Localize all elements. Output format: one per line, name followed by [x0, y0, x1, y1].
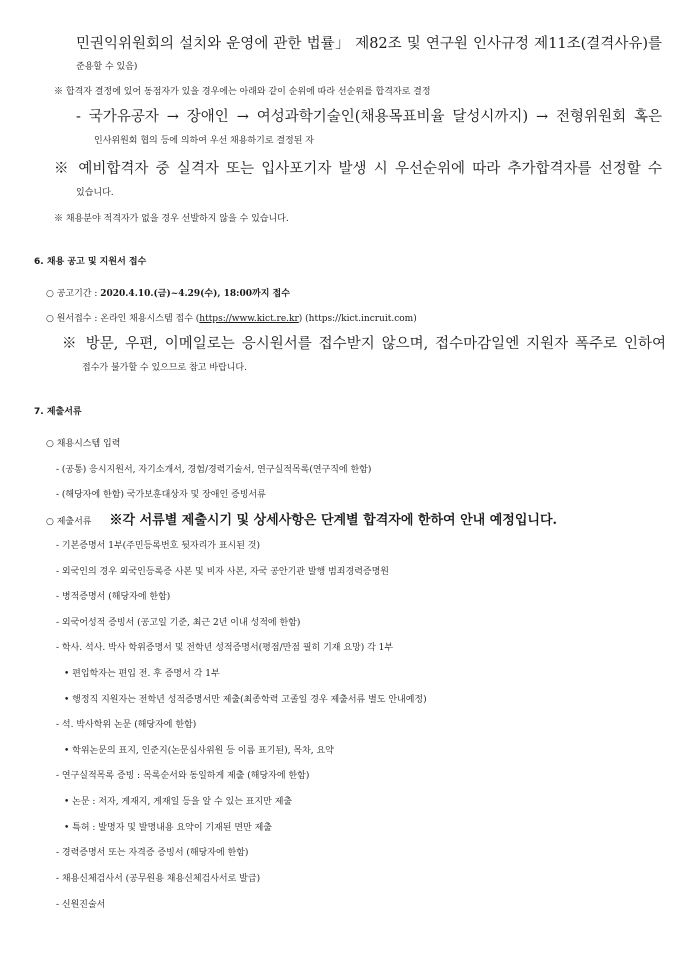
- application-receipt: [46, 309, 696, 331]
- posting-period: [46, 284, 696, 306]
- list-item: - 석. 박사학위 논문 (해당자에 한함): [56, 720, 197, 730]
- no-qualified-note: ※ 채용분야 적격자가 없을 경우 선발하지 않을 수 있습니다.: [54, 214, 289, 224]
- intro-line-1: 민권익위원회의 설치와 운영에 관한 법률」 제82조 및 연구원 인사규정 제11조(결격사유)를: [76, 36, 662, 52]
- list-item: - 병적증명서 (해당자에 한함): [56, 592, 171, 602]
- list-item: - 외국인의 경우 외국인등록증 사본 및 비자 사본, 자국 공안기관 발행 범죄경력증명원: [56, 567, 389, 577]
- list-sub-item: • 학위논문의 표지, 인준지(논문심사위원 등 이름 표기된), 목차, 요약: [64, 746, 334, 756]
- tie-rule-note: ※ 합격자 결정에 있어 동점자가 있을 경우에는 아래와 같이 순위에 따라 선순위를 합격자로 결정: [54, 87, 431, 97]
- reserve-candidate-note-cont: 있습니다.: [76, 188, 114, 198]
- list-item: - 채용신체검사서 (공무원용 채용신체검사서로 발급): [56, 874, 261, 884]
- submission-method-note-cont: 접수가 불가할 수 있으므로 참고 바랍니다.: [82, 363, 247, 373]
- list-item: - 기본증명서 1부(주민등록번호 뒷자리가 표시된 것): [56, 541, 260, 551]
- list-sub-item: • 편입학자는 편입 전. 후 증명서 각 1부: [64, 669, 220, 679]
- system-input-common: - (공통) 응시지원서, 자기소개서, 경험/경력기술서, 연구실적목록(연구직에 한함): [56, 465, 372, 475]
- list-sub-item: • 특허 : 발명자 및 발명내용 요약이 기재된 면만 제출: [64, 823, 272, 833]
- system-input-if-applicable: - (해당자에 한함) 국가보훈대상자 및 장애인 증빙서류: [56, 490, 266, 500]
- application-receipt-suffix: ) (https://kict.incruit.com): [298, 314, 417, 324]
- posting-period-label: ○ 공고기간 :: [46, 289, 101, 299]
- system-input-heading: ○ 채용시스템 입력: [46, 439, 121, 449]
- list-sub-item: • 행정직 지원자는 전학년 성적증명서만 제출(최종학력 고졸일 경우 제출서류 별도 안내예정): [64, 695, 427, 705]
- intro-line-2: 준용할 수 있음): [76, 62, 138, 72]
- section-6-title: 6. 채용 공고 및 지원서 접수: [34, 257, 147, 267]
- submission-method-note: ※ 방문, 우편, 이메일로는 응시원서를 접수받지 않으며, 접수마감일엔 지원자 폭주로 인하여: [62, 336, 666, 352]
- tie-rule-order: - 국가유공자 → 장애인 → 여성과학기술인(채용목표비율 달성시까지) → 전형위원회 혹은: [76, 109, 662, 125]
- posting-period-value: 2020.4.10.(금)~4.29(수), 18:00까지 접수: [100, 289, 290, 299]
- submission-docs-label: ○ 제출서류: [46, 517, 92, 527]
- list-item: - 신원진술서: [56, 900, 106, 910]
- application-receipt-prefix: ○ 원서접수 : 온라인 채용시스템 접수 (: [46, 314, 200, 324]
- reserve-candidate-note: ※ 예비합격자 중 실격자 또는 입사포기자 발생 시 우선순위에 따라 추가합격자를 선정할 수: [54, 161, 662, 177]
- list-item: - 연구실적목록 증빙 : 목록순서와 동일하게 제출 (해당자에 한함): [56, 771, 310, 781]
- list-item: - 외국어성적 증빙서 (공고일 기준, 최근 2년 이내 성적에 한함): [56, 618, 301, 628]
- kict-homepage-link[interactable]: https://www.kict.re.kr: [199, 314, 299, 324]
- submission-docs-heading: [46, 511, 696, 533]
- list-item: - 학사. 석사. 박사 학위증명서 및 전학년 성적증명서(평점/만점 필히 기재 요망) 각 1부: [56, 643, 394, 653]
- section-7-title: 7. 제출서류: [34, 407, 82, 417]
- submission-docs-note: ※각 서류별 제출시기 및 상세사항은 단계별 합격자에 한하여 안내 예정입니다.: [109, 513, 558, 528]
- tie-rule-order-cont: 인사위원회 협의 등에 의하여 우선 채용하기로 결정된 자: [94, 136, 314, 146]
- list-item: - 경력증명서 또는 자격증 증빙서 (해당자에 한함): [56, 848, 249, 858]
- list-sub-item: • 논문 : 저자, 게재지, 게재일 등을 알 수 있는 표지만 제출: [64, 797, 293, 807]
